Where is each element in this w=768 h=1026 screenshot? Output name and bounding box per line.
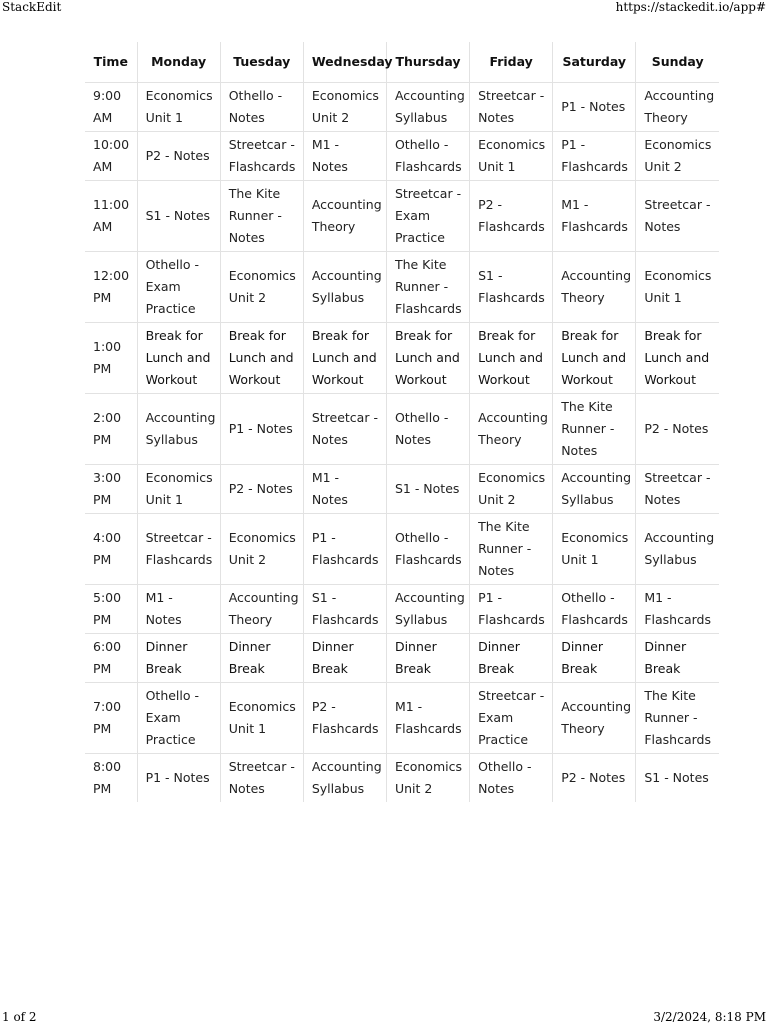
schedule-cell: Accounting Theory [470, 394, 553, 465]
schedule-cell: M1 - Flashcards [636, 585, 719, 634]
schedule-cell: Accounting Syllabus [386, 585, 469, 634]
schedule-cell: Othello - Flashcards [553, 585, 636, 634]
schedule-cell: Othello - Exam Practice [137, 252, 220, 323]
schedule-cell: Streetcar - Notes [470, 83, 553, 132]
column-header-thursday: Thursday [386, 42, 469, 83]
schedule-cell: Break for Lunch and Workout [137, 323, 220, 394]
schedule-cell: P1 - Flashcards [553, 132, 636, 181]
table-row [85, 634, 719, 683]
schedule-cell: M1 - Notes [303, 465, 386, 514]
schedule-cell: P2 - Flashcards [470, 181, 553, 252]
schedule-cell: The Kite Runner - Notes [220, 181, 303, 252]
column-header-saturday: Saturday [553, 42, 636, 83]
schedule-cell: The Kite Runner - Notes [553, 394, 636, 465]
schedule-cell: Break for Lunch and Workout [553, 323, 636, 394]
table-row [85, 394, 719, 465]
schedule-cell: P1 - Notes [220, 394, 303, 465]
schedule-cell: Economics Unit 1 [470, 132, 553, 181]
schedule-cell: P1 - Flashcards [470, 585, 553, 634]
table-row [85, 683, 719, 754]
column-header-sunday: Sunday [636, 42, 719, 83]
schedule-cell: Economics Unit 2 [220, 514, 303, 585]
schedule-cell: Streetcar - Flashcards [220, 132, 303, 181]
schedule-cell: Othello - Flashcards [386, 132, 469, 181]
schedule-cell: Economics Unit 2 [220, 252, 303, 323]
schedule-body [85, 83, 719, 803]
schedule-cell: The Kite Runner - Flashcards [636, 683, 719, 754]
schedule-cell: P2 - Notes [137, 132, 220, 181]
schedule-cell: The Kite Runner - Notes [470, 514, 553, 585]
schedule-cell: S1 - Notes [137, 181, 220, 252]
time-cell: 4:00 PM [85, 514, 137, 585]
time-cell: 5:00 PM [85, 585, 137, 634]
schedule-cell: Economics Unit 1 [137, 465, 220, 514]
schedule-cell: Economics Unit 1 [220, 683, 303, 754]
schedule-cell: Othello - Exam Practice [137, 683, 220, 754]
schedule-cell: Accounting Theory [553, 252, 636, 323]
schedule-cell: Streetcar - Exam Practice [470, 683, 553, 754]
schedule-cell: P2 - Notes [636, 394, 719, 465]
schedule-cell: Streetcar - Flashcards [137, 514, 220, 585]
column-header-time: Time [85, 42, 137, 83]
schedule-cell: Break for Lunch and Workout [220, 323, 303, 394]
schedule-cell: P1 - Notes [553, 83, 636, 132]
table-row [85, 83, 719, 132]
schedule-cell: Dinner Break [470, 634, 553, 683]
schedule-cell: Accounting Theory [636, 83, 719, 132]
schedule-cell: Accounting Syllabus [553, 465, 636, 514]
time-cell: 3:00 PM [85, 465, 137, 514]
schedule-cell: Dinner Break [220, 634, 303, 683]
print-timestamp: 3/2/2024, 8:18 PM [653, 1010, 766, 1024]
schedule-cell: S1 - Flashcards [303, 585, 386, 634]
schedule-cell: Economics Unit 2 [386, 754, 469, 803]
schedule-cell: Accounting Syllabus [636, 514, 719, 585]
time-cell: 7:00 PM [85, 683, 137, 754]
schedule-cell: Economics Unit 2 [470, 465, 553, 514]
time-cell: 1:00 PM [85, 323, 137, 394]
schedule-cell: P1 - Notes [137, 754, 220, 803]
time-cell: 8:00 PM [85, 754, 137, 803]
schedule-cell: M1 - Flashcards [553, 181, 636, 252]
time-cell: 9:00 AM [85, 83, 137, 132]
schedule-cell: Economics Unit 2 [303, 83, 386, 132]
time-cell: 11:00 AM [85, 181, 137, 252]
page-count: 1 of 2 [2, 1010, 37, 1024]
schedule-cell: Dinner Break [636, 634, 719, 683]
column-header-wednesday: Wednesday [303, 42, 386, 83]
column-header-tuesday: Tuesday [220, 42, 303, 83]
schedule-cell: Streetcar - Exam Practice [386, 181, 469, 252]
schedule-cell: Economics Unit 1 [137, 83, 220, 132]
time-cell: 6:00 PM [85, 634, 137, 683]
schedule-cell: Dinner Break [137, 634, 220, 683]
print-header [0, 0, 768, 16]
schedule-cell: Dinner Break [303, 634, 386, 683]
schedule-cell: P2 - Notes [553, 754, 636, 803]
schedule-cell: S1 - Notes [636, 754, 719, 803]
weekly-study-schedule-table [85, 42, 719, 802]
schedule-cell: Accounting Theory [303, 181, 386, 252]
schedule-cell: The Kite Runner - Flashcards [386, 252, 469, 323]
schedule-cell: Break for Lunch and Workout [470, 323, 553, 394]
table-row [85, 465, 719, 514]
schedule-cell: P2 - Notes [220, 465, 303, 514]
table-row [85, 181, 719, 252]
schedule-cell: Accounting Syllabus [303, 252, 386, 323]
schedule-cell: Accounting Theory [220, 585, 303, 634]
schedule-cell: Accounting Syllabus [137, 394, 220, 465]
schedule-cell: Accounting Syllabus [303, 754, 386, 803]
schedule-cell: Break for Lunch and Workout [636, 323, 719, 394]
schedule-cell: Othello - Notes [386, 394, 469, 465]
schedule-cell: Dinner Break [386, 634, 469, 683]
schedule-cell: M1 - Flashcards [386, 683, 469, 754]
schedule-cell: Economics Unit 1 [636, 252, 719, 323]
schedule-cell: Dinner Break [553, 634, 636, 683]
table-row [85, 323, 719, 394]
schedule-cell: Break for Lunch and Workout [303, 323, 386, 394]
schedule-cell: Streetcar - Notes [636, 181, 719, 252]
table-row [85, 252, 719, 323]
column-header-monday: Monday [137, 42, 220, 83]
schedule-cell: Streetcar - Notes [636, 465, 719, 514]
schedule-cell: Economics Unit 2 [636, 132, 719, 181]
schedule-cell: M1 - Notes [303, 132, 386, 181]
time-cell: 2:00 PM [85, 394, 137, 465]
schedule-cell: S1 - Notes [386, 465, 469, 514]
schedule-cell: Break for Lunch and Workout [386, 323, 469, 394]
table-row [85, 514, 719, 585]
page-source-title: StackEdit [2, 0, 62, 14]
schedule-cell: Accounting Syllabus [386, 83, 469, 132]
schedule-cell: M1 - Notes [137, 585, 220, 634]
schedule-cell: Othello - Notes [470, 754, 553, 803]
table-header-row [85, 42, 719, 83]
schedule-cell: P1 - Flashcards [303, 514, 386, 585]
schedule-cell: P2 - Flashcards [303, 683, 386, 754]
schedule-cell: Othello - Notes [220, 83, 303, 132]
schedule-cell: Othello - Flashcards [386, 514, 469, 585]
table-row [85, 754, 719, 803]
time-cell: 10:00 AM [85, 132, 137, 181]
column-header-friday: Friday [470, 42, 553, 83]
table-row [85, 132, 719, 181]
schedule-cell: S1 - Flashcards [470, 252, 553, 323]
time-cell: 12:00 PM [85, 252, 137, 323]
schedule-cell: Streetcar - Notes [303, 394, 386, 465]
page-url: https://stackedit.io/app# [615, 0, 766, 14]
schedule-cell: Economics Unit 1 [553, 514, 636, 585]
schedule-cell: Streetcar - Notes [220, 754, 303, 803]
table-row [85, 585, 719, 634]
schedule-cell: Accounting Theory [553, 683, 636, 754]
